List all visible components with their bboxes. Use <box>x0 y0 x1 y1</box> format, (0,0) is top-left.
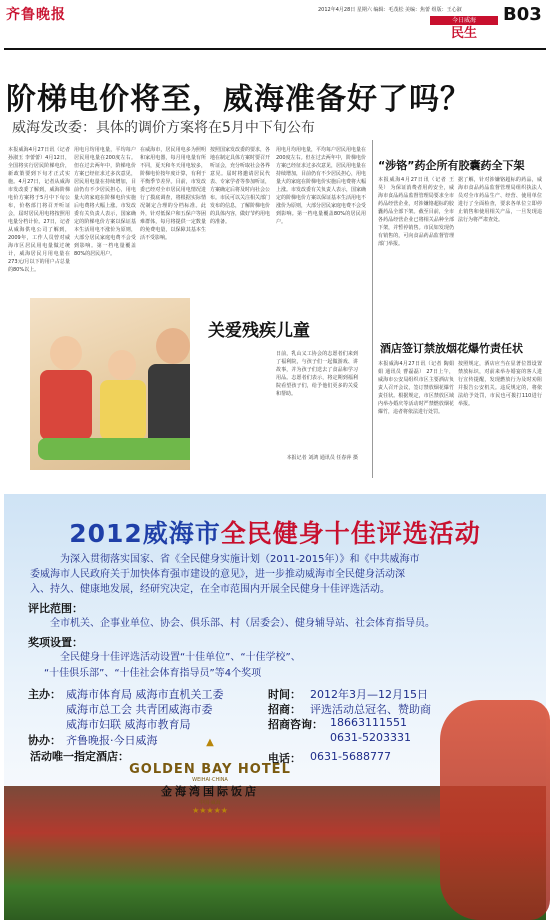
phone-1: 18663111551 <box>330 716 407 729</box>
volunteer-head <box>156 328 190 364</box>
runner-image <box>440 700 550 920</box>
hotel-location: WEIHAI·CHINA <box>192 777 228 783</box>
awards-text: 全民健身十佳评选活动设置“十佳单位”、“十佳学校”、 <box>60 652 301 663</box>
phone-label: 招商咨询： <box>268 718 323 731</box>
photo-story: 日前，乳山义工协会的志愿者们来到了福利院，与孩子们一起做游戏、讲故事，并为孩子们送去了食品和学习用品。志愿者们表示，将定期到福利院看望孩子们，给予他们更多的关爱和帮助。 <box>276 351 358 397</box>
recruit-label: 招商： <box>268 703 301 716</box>
child-head <box>108 350 136 380</box>
tel-value: 0631-5688777 <box>310 750 391 763</box>
side-story-1-cont: 据了解，针对涉嫌铬超标的药品，威海市食品药品监督管理局组织执法人员对全市药品生产、经营、使用单位进行了全面检查，要求各单位立即停止销售和使用相关产品，一旦发现违法行为将严肃查处。 <box>458 177 542 223</box>
children-photo <box>30 298 310 470</box>
awards-label: 奖项设置： <box>28 636 83 649</box>
play-table <box>38 438 198 460</box>
masthead-rule <box>4 48 546 50</box>
hotel-name-cn: 金海湾国际饭店 <box>161 785 259 798</box>
awards-text: “十佳俱乐部”、“十佳社会体育指导员”等4个奖项 <box>44 668 262 679</box>
section-tag <box>430 16 498 44</box>
host-line: 威海市体育局 威海市直机关工委 <box>66 688 224 701</box>
ad-intro-line: 为深入贯彻落实国家、省《全民健身实施计划（2011-2015年）》和《中共威海市 <box>60 554 420 565</box>
section-name: 民生 <box>450 26 477 41</box>
hotel-label: 活动唯一指定酒店： <box>30 750 129 763</box>
page-number: B03 <box>503 4 542 25</box>
co-organizer: 齐鲁晚报·今日威海 <box>66 734 158 747</box>
hotel-emblem-icon: ▲ <box>206 737 214 748</box>
child-head <box>50 336 82 370</box>
column-divider <box>372 140 373 478</box>
host-label: 主办： <box>28 688 61 701</box>
phone-2: 0631-5203331 <box>330 731 411 744</box>
ad-title-main: 全民健身十佳评选活动 <box>220 519 481 548</box>
main-headline: 阶梯电价将至，威海准备好了吗？ <box>6 82 471 117</box>
side-headline-2: 酒店签订禁放烟花爆竹责任状 <box>380 342 523 355</box>
host-line: 威海市妇联 威海市教育局 <box>66 718 191 731</box>
host-line: 威海市总工会 共青团威海市委 <box>66 703 213 716</box>
time-label: 时间： <box>268 688 301 701</box>
hotel-logo <box>120 737 300 815</box>
ad-title <box>4 514 546 550</box>
story-column-4: 按照国家发改委的要求，各地在制定具体方案时要召开听证会，充分听取社会各界意见。届时将邀请居民代表、专家学者等参加听证，方案确定后将及时向社会公布。市民可以关注相关部门发布的信息，了解阶梯电价的具体内容，做好节约用电的准备。 <box>210 147 271 225</box>
child-body <box>40 370 92 440</box>
time-value: 2012年3月—12月15日 <box>310 688 428 701</box>
side-story-1: 本报威海4月27日讯（记者 王昊） 为保证消费者用药安全，威海市食品药品监督管理局要求全市药品经营企业，对涉嫌铬超标的胶囊药品全部下架。截至目前，全市各药品经营企业已将相关品种全部下架，并暂停销售。市民如发现仍有销售的，可向食品药品监督管理部门举报。 <box>378 177 454 247</box>
photo-byline: 本报记者 刘鸿 通讯员 任春萍 摄 <box>286 455 358 461</box>
hotel-stars: ★★★★★ <box>192 806 228 815</box>
story-column-2: 用电月均用电量，平均每户居民用电量在200度左右。但在过去两年中，阶梯电价方案已经征求过多次意见，居民用电量在持续增加，目前仍有不少居民担心，用电量大的家庭在阶梯电价实施后电费将大幅上涨。市发改委有关负责人表示，国家确定的阶梯电价方案以保证基本生活用电不涨价为原则，大部分居民家庭电费不会受到影响。第一档电量覆盖80%的居民用户。 <box>74 147 136 257</box>
newspaper-logo: 齐鲁晚报 <box>6 7 66 23</box>
scope-label: 评比范围： <box>28 602 83 615</box>
section-top: 今日威海 <box>430 16 498 25</box>
main-subhead: 威海发改委：具体的调价方案将在5月中下旬公布 <box>12 120 315 136</box>
side-story-2: 本报威海4月27日讯（记者 陶娟娟 通讯员 曹磊磊） 27日上午，威海市公安局组织市区主要酒店负责人召开会议，签订禁放烟花爆竹责任状。根据规定，市区禁放区域内举办婚庆等活动时严禁燃放烟花爆竹，违者将依法进行处罚。 <box>378 361 454 415</box>
story-column-5: 用电月均用电量，平均每户居民用电量在200度左右。但在过去两年中，阶梯电价方案已经征求过多次意见，居民用电量在持续增加，目前仍有不少居民担心，用电量大的家庭在阶梯电价实施后电费将大幅上涨。市发改委有关负责人表示，国家确定的阶梯电价方案以保证基本生活用电不涨价为原则，大部分居民家庭电费不会受到影响。第一档电量覆盖80%的居民用户。 <box>276 147 367 225</box>
recruit-value: 评选活动总冠名、赞助商 <box>310 703 431 716</box>
hotel-city: 中国·威海 <box>199 800 221 806</box>
child-body <box>100 380 146 440</box>
story-column-1: 本报威海4月27日讯（记者 孙淑玉 李蕾蕾）4月12日，全国将实行居民阶梯电价，新政策要到下旬才正式实施。4月27日，记者从威海市发改委了解到，威海阶梯电价方案将于5月中下旬公布，价格部门将召开听证会，届时居民用电将按照用电量分档计价。27日，记者从威海供电公司了解到，2009年，工作人员曾对威海市区居民用电量做过统计，威海居民月用电量在273元/月以下的用户占总量的80%以上。 <box>8 147 70 273</box>
story-column-3: 在威海市，居民用电多为照明和家用电器，每月用电量有所不同，夏天和冬天用电较多，阶梯电价按年度计算，有利于平衡季节差异。目前，市发改委已经对全市居民用电情况进行了摸底调查，将根据实际情况制定合理的分档标准。此外，针对低保户和五保户等困难群体，每月将提供一定数量的免费电量，以保障其基本生活不受影响。 <box>140 147 206 241</box>
photo-caption: 关爱残疾儿童 <box>208 321 310 341</box>
side-headline-1: “涉铬”药企所有胶囊药全下架 <box>378 159 525 172</box>
side-story-2-cont: 按照规定，酒店应当在显著位置设置禁放标识，对前来举办婚宴的客人进行宣传提醒，发现燃放行为及时劝阻并报告公安机关。违反规定的，将依法给予处罚，市民也可拨打110进行举报。 <box>458 361 542 407</box>
issue-meta: 2012年4月28日 星期六 编辑：毛茂松 美编：焦蕾 组版：王心淑 <box>318 7 462 13</box>
scope-text: 全市机关、企事业单位、协会、俱乐部、村（居委会）、健身辅导站、社会体育指导员。 <box>50 618 435 629</box>
hotel-name-en: GOLDEN BAY HOTEL <box>129 762 291 777</box>
co-label: 协办： <box>28 734 61 747</box>
ad-intro-line: 入、持久、健康地发展，经研究决定，在全市范围内开展全民健身十佳评选活动。 <box>30 584 390 595</box>
ad-title-year: 2012威海市 <box>69 519 221 548</box>
tel-label: 电话： <box>268 752 301 765</box>
ad-intro-line: 委威海市人民政府关于加快体育强市建设的意见》，进一步推动威海市全民健身活动深 <box>30 569 405 580</box>
